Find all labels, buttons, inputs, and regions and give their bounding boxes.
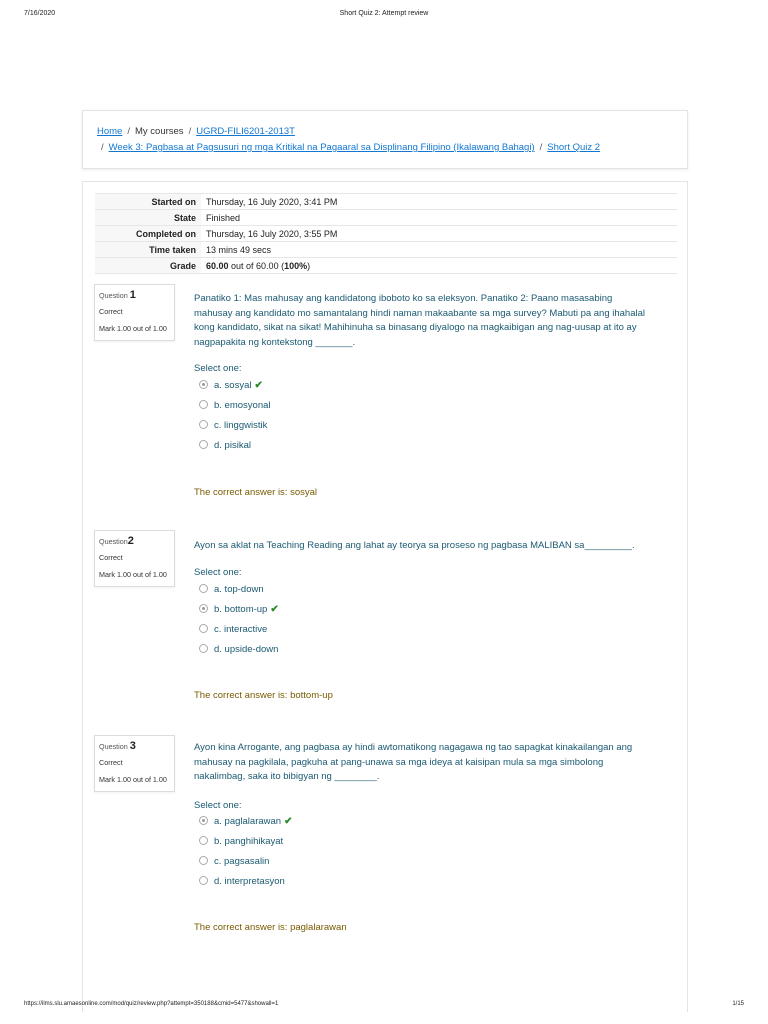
question-mark: Mark 1.00 out of 1.00	[99, 570, 167, 579]
breadcrumb-course-link[interactable]: UGRD-FILI6201-2013T	[196, 126, 295, 137]
grade-row	[95, 258, 677, 274]
pdf-header	[0, 10, 768, 22]
question-text: Ayon kina Arrogante, ang pagbasa ay hindi awtomatikong nagagawa ng tao sapagkat kinakailangan ang mahusay na pagkilala, pagkuha at pang-unawa sa mga ideya at kaisipan mula sa mga simbolong nakalimbag, saka ito bibigyan ng ________.	[194, 742, 633, 782]
option-label: a. sosyal	[214, 380, 252, 391]
question-info-2	[94, 530, 175, 587]
option-a[interactable]	[199, 379, 263, 393]
radio[interactable]	[199, 856, 208, 865]
question-status: Correct	[99, 307, 123, 316]
question-prefix: Question	[99, 537, 128, 546]
correct-answer: The correct answer is: paglalarawan	[194, 922, 347, 933]
page-number: 1/15	[732, 1001, 744, 1007]
radio[interactable]	[199, 836, 208, 845]
question-text: Ayon sa aklat na Teaching Reading ang lahat ay teorya sa proseso ng pagbasa MALIBAN sa_________.	[194, 540, 635, 551]
option-c[interactable]	[199, 855, 269, 869]
option-label: c. pagsasalin	[214, 856, 270, 867]
option-b[interactable]	[199, 835, 283, 849]
correct-answer: The correct answer is: bottom-up	[194, 690, 333, 701]
radio[interactable]	[199, 584, 208, 593]
attempt-summary-table	[95, 193, 677, 274]
option-b[interactable]	[199, 603, 279, 617]
option-label: d. pisikal	[214, 440, 251, 451]
option-b[interactable]	[199, 399, 271, 413]
option-d[interactable]	[199, 439, 251, 453]
breadcrumb-home-link[interactable]: Home	[97, 126, 123, 137]
option-label: c. linggwistik	[214, 420, 268, 431]
summary-row	[95, 226, 677, 242]
radio[interactable]	[199, 876, 208, 885]
breadcrumb-separator: /	[539, 142, 543, 153]
radio-selected[interactable]	[199, 604, 208, 613]
radio[interactable]	[199, 440, 208, 449]
print-title: Short Quiz 2: Attempt review	[339, 10, 429, 17]
option-d[interactable]	[199, 875, 285, 889]
question-info-3	[94, 735, 175, 792]
summary-label: State	[95, 210, 201, 226]
grade-percent: 100%	[284, 260, 308, 271]
summary-row	[95, 210, 677, 226]
radio-selected[interactable]	[199, 816, 208, 825]
radio[interactable]	[199, 644, 208, 653]
option-a[interactable]	[199, 815, 292, 829]
grade-close: )	[307, 260, 311, 271]
print-url: https://ilms.slu.amaesonline.com/mod/quiz/review.php?attempt=350188&cmid=5477&showall=1	[24, 1001, 279, 1007]
grade-out-of: out of 60.00 (	[228, 260, 285, 271]
question-number	[99, 740, 170, 752]
breadcrumb-my-courses: My courses	[134, 126, 184, 137]
option-label: b. emosyonal	[214, 400, 271, 411]
summary-label: Time taken	[95, 242, 201, 258]
question-prefix: Question	[99, 742, 128, 751]
question-mark: Mark 1.00 out of 1.00	[99, 775, 167, 784]
question-text: Panatiko 1: Mas mahusay ang kandidatong iboboto ko sa eleksyon. Panatiko 2: Paano masasabing mahusay ang kandidato mo samantalang hindi naman makaabante sa mga survey? Mabuti pa ang ihahalal kong kandidato, sikat na sikat! Mahihinuha sa binasang diyalogo na magkaibigan ang nag-uusap at ito ay nagpapakita ng kontekstong _______.	[194, 293, 646, 348]
pdf-footer	[0, 1001, 768, 1013]
option-c[interactable]	[199, 623, 267, 637]
summary-row	[95, 242, 677, 258]
summary-row	[95, 194, 677, 210]
correct-answer: The correct answer is: sosyal	[194, 487, 318, 498]
option-label: d. interpretasyon	[214, 876, 285, 887]
select-one-label: Select one:	[194, 363, 242, 374]
option-d[interactable]	[199, 643, 278, 657]
radio-selected[interactable]	[199, 380, 208, 389]
option-a[interactable]	[199, 583, 264, 597]
breadcrumb-separator: /	[101, 142, 104, 153]
question-info-1	[94, 284, 175, 341]
radio[interactable]	[199, 420, 208, 429]
option-label: a. top-down	[214, 584, 264, 595]
breadcrumb-quiz-link[interactable]: Short Quiz 2	[547, 142, 601, 153]
question-num: 3	[129, 740, 136, 752]
breadcrumb	[82, 110, 688, 169]
option-label: b. panghihikayat	[214, 836, 284, 847]
summary-value: Thursday, 16 July 2020, 3:41 PM	[201, 194, 677, 210]
question-num: 1	[129, 289, 136, 301]
option-c[interactable]	[199, 419, 267, 433]
option-label: a. paglalarawan	[214, 816, 282, 827]
checkmark-icon: ✔	[254, 380, 263, 391]
question-mark: Mark 1.00 out of 1.00	[99, 324, 167, 333]
summary-label: Completed on	[95, 226, 201, 242]
select-one-label: Select one:	[194, 567, 242, 578]
checkmark-icon: ✔	[270, 604, 279, 615]
grade-value	[201, 258, 677, 274]
select-one-label: Select one:	[194, 800, 242, 811]
question-number	[99, 535, 170, 547]
summary-value: Thursday, 16 July 2020, 3:55 PM	[201, 226, 677, 242]
breadcrumb-week-link[interactable]: Week 3: Pagbasa at Pagsusuri ng mga Kritikal na Pagaaral sa Displinang Filipino (Ikalawang Bahagi)	[108, 142, 535, 153]
breadcrumb-separator: /	[188, 126, 192, 137]
breadcrumb-separator: /	[127, 126, 130, 137]
option-label: c. interactive	[214, 624, 268, 635]
summary-label: Started on	[95, 194, 201, 210]
question-number	[99, 289, 170, 301]
question-prefix: Question	[99, 291, 128, 300]
print-date: 7/16/2020	[24, 10, 56, 17]
radio[interactable]	[199, 400, 208, 409]
question-num: 2	[127, 535, 134, 547]
question-status: Correct	[99, 758, 123, 767]
question-status: Correct	[99, 553, 123, 562]
summary-value: 13 mins 49 secs	[201, 242, 677, 258]
checkmark-icon: ✔	[284, 816, 293, 827]
option-label: d. upside-down	[214, 644, 279, 655]
grade-label: Grade	[95, 258, 201, 274]
quiz-review-region	[82, 181, 688, 1012]
option-label: b. bottom-up	[214, 604, 268, 615]
summary-value: Finished	[201, 210, 677, 226]
radio[interactable]	[199, 624, 208, 633]
grade-score: 60.00	[206, 260, 229, 271]
